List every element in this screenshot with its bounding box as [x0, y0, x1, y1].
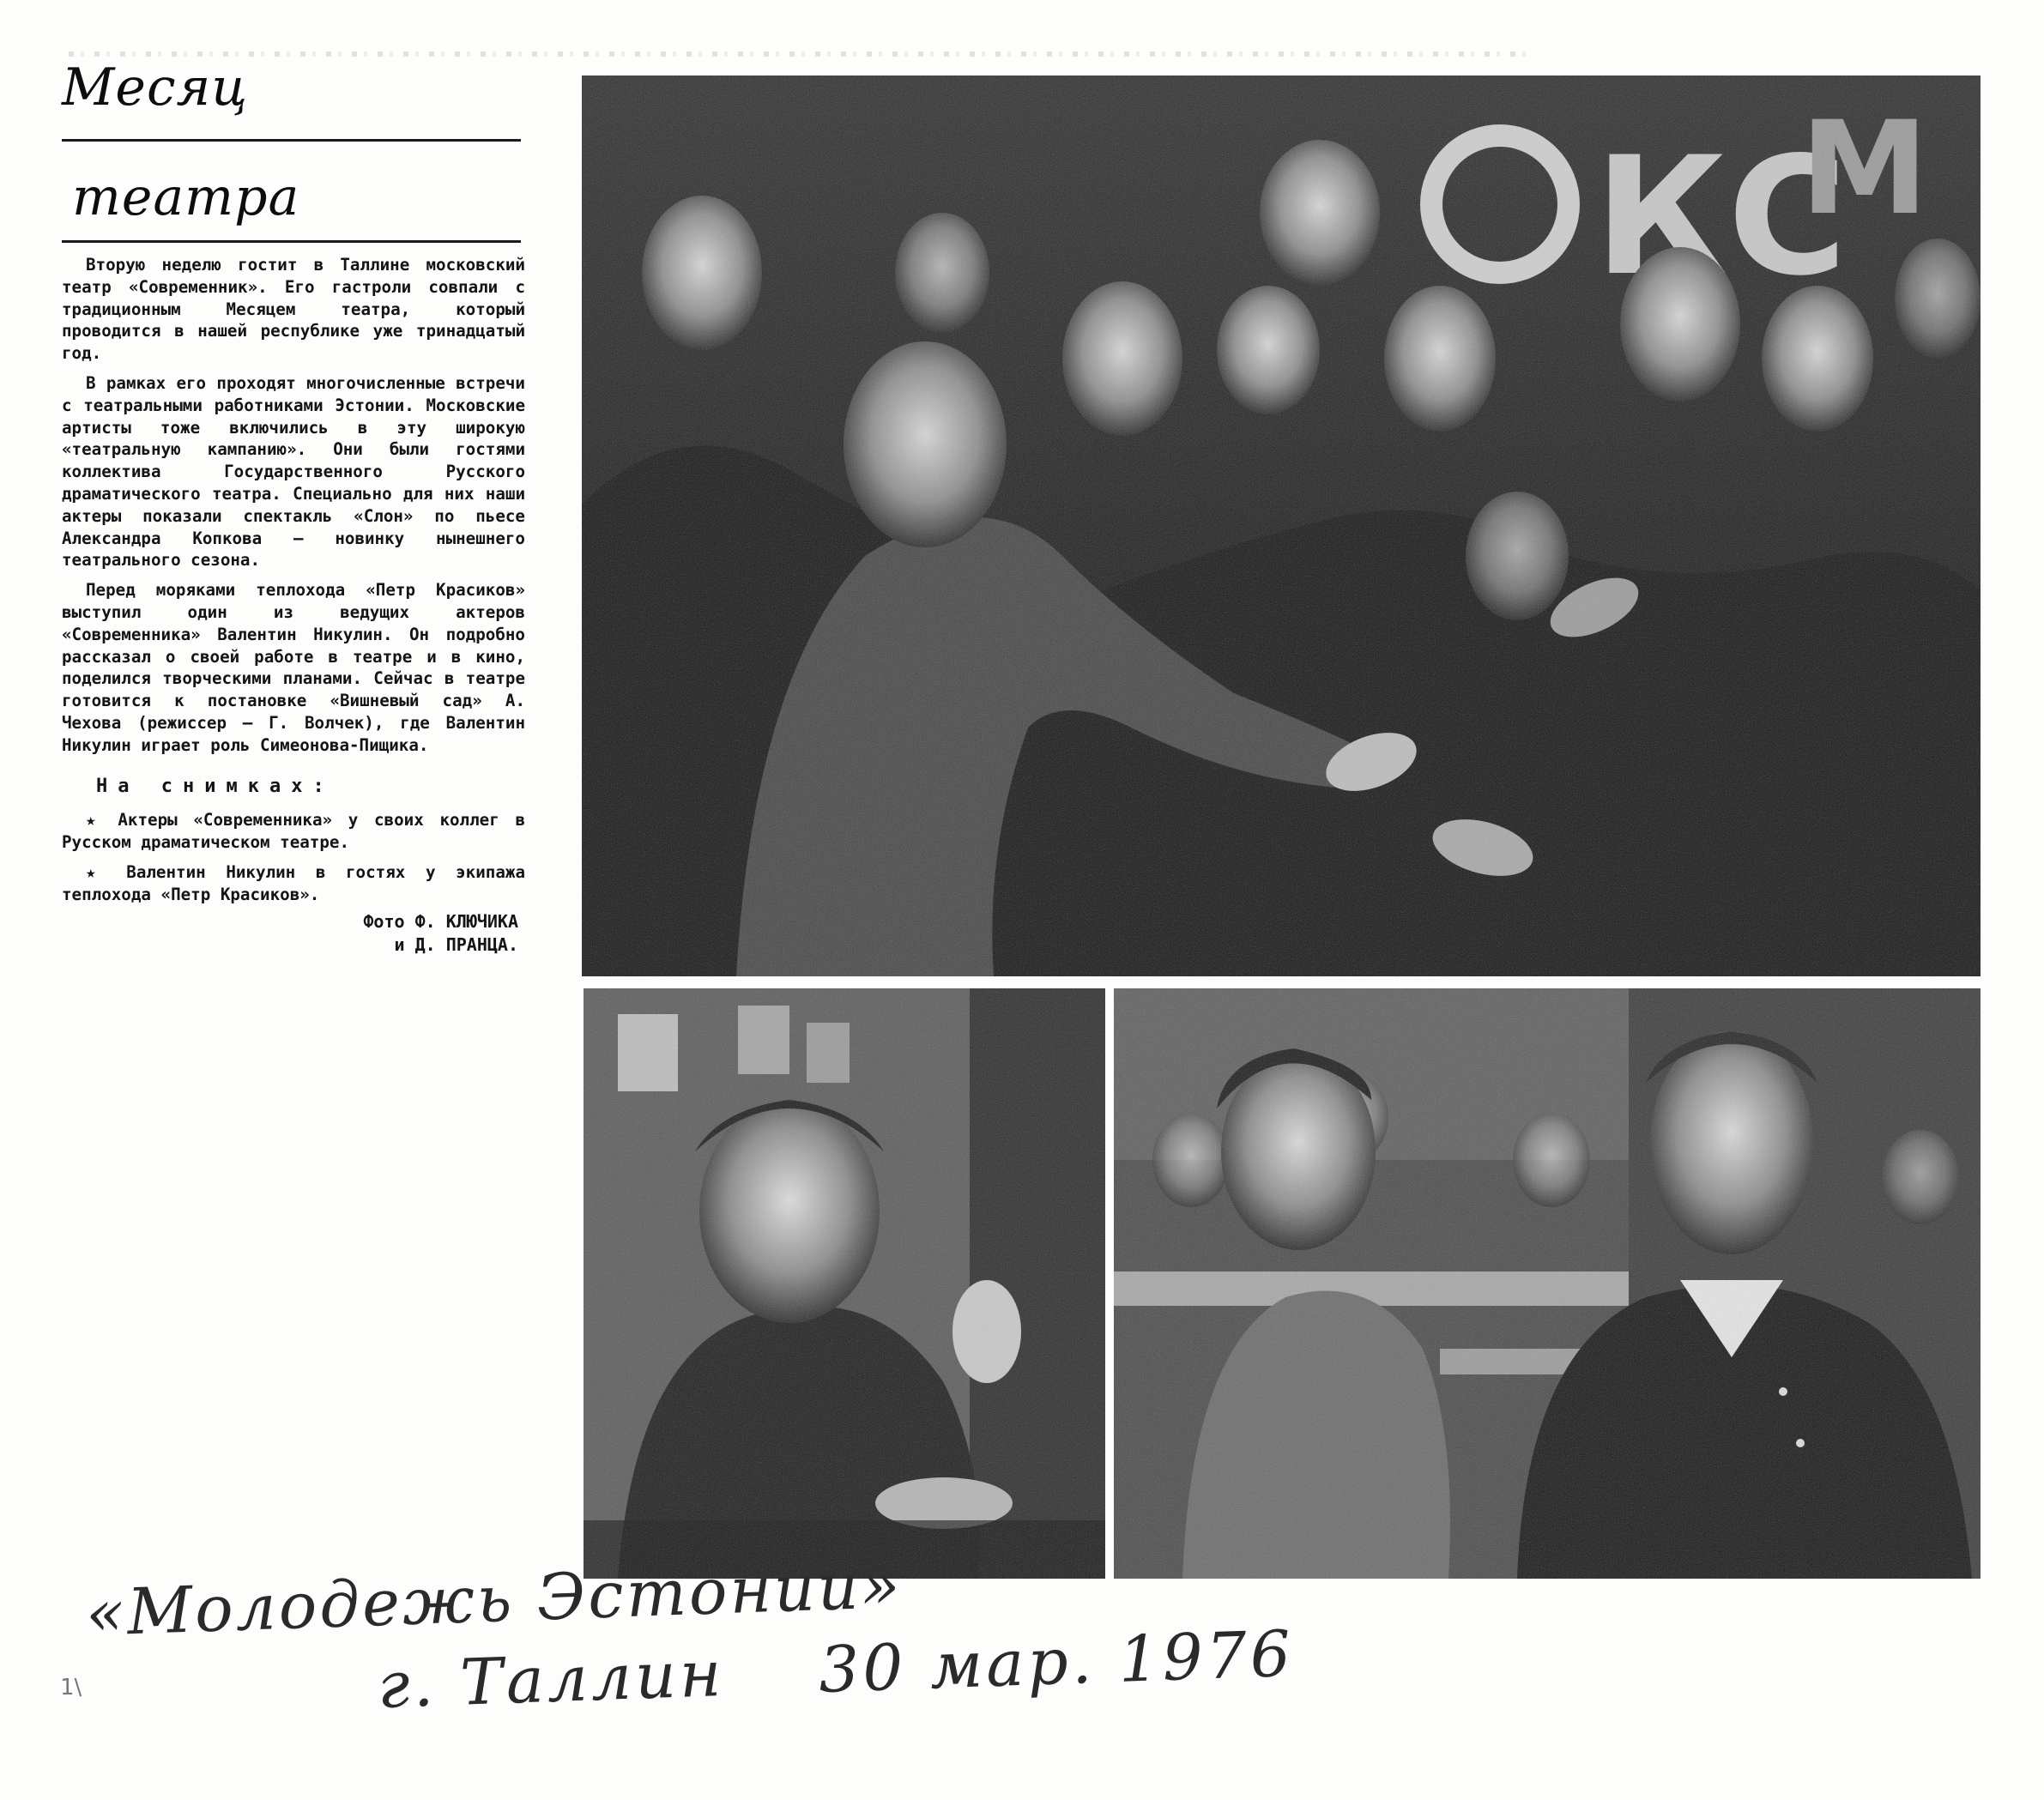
photo-ship-crew — [1114, 988, 1981, 1579]
photo-credit-line-2: и Д. ПРАНЦА. — [394, 933, 518, 955]
handwritten-source: «Молодежь Эстонии» — [84, 1548, 904, 1651]
photo-credit-line-1: Фото Ф. КЛЮЧИКА — [363, 910, 518, 932]
headline-rule-top — [62, 139, 521, 142]
headline-line-2: театра — [72, 167, 300, 227]
photo-ship-crew-image — [1114, 988, 1981, 1579]
handwritten-city: г. Таллин — [376, 1636, 726, 1723]
photo-actors-group — [582, 76, 1981, 976]
paragraph-3: Перед моряками теплохода «Петр Красиков» выступил один из ведущих актеров «Современника» Валентин Никулин. Он подробно рассказал о своей работе в театре и в кино, поделился творческими планами. Сейчас в театре готовится к постановке «Вишневый сад» А. Чехова (режиссер — Г. Волчек), где Валентин Никулин играет роль Симеонова-Пищика. — [62, 580, 525, 755]
photo-credit — [62, 910, 525, 957]
article-body — [62, 254, 525, 957]
photo-actor-closeup — [584, 988, 1105, 1579]
photo-actors-group-image — [582, 76, 1981, 976]
headline-rule-bottom — [62, 240, 521, 243]
margin-mark: 1\ — [60, 1675, 82, 1700]
caption-1: ★ Актеры «Современника» у своих коллег в Русском драматическом театре. — [62, 810, 525, 853]
captions-heading: На снимках: — [96, 775, 335, 797]
paragraph-1: Вторую неделю гостит в Таллине московский театр «Современник». Его гастроли совпали с традиционным Месяцем театра, который проводится в нашей республике уже тринадцатый год. — [62, 255, 525, 364]
scan-artifact — [69, 51, 1527, 57]
paragraph-2: В рамках его проходят многочисленные встречи с театральными работниками Эстонии. Московские артисты тоже включились в эту широкую «театральную кампанию». Они были гостями коллектива Государственного Русского драматического театра. Специально для них наши актеры показали спектакль «Слон» по пьесе Александра Копкова — новинку нынешнего театрального сезона. — [62, 372, 525, 571]
photo-actor-closeup-image — [584, 988, 1105, 1579]
caption-2: ★ Валентин Никулин в гостях у экипажа теплохода «Петр Красиков». — [62, 861, 525, 904]
handwritten-date: 30 мар. 1976 — [817, 1616, 1296, 1708]
headline-line-1: Месяц — [62, 57, 249, 118]
